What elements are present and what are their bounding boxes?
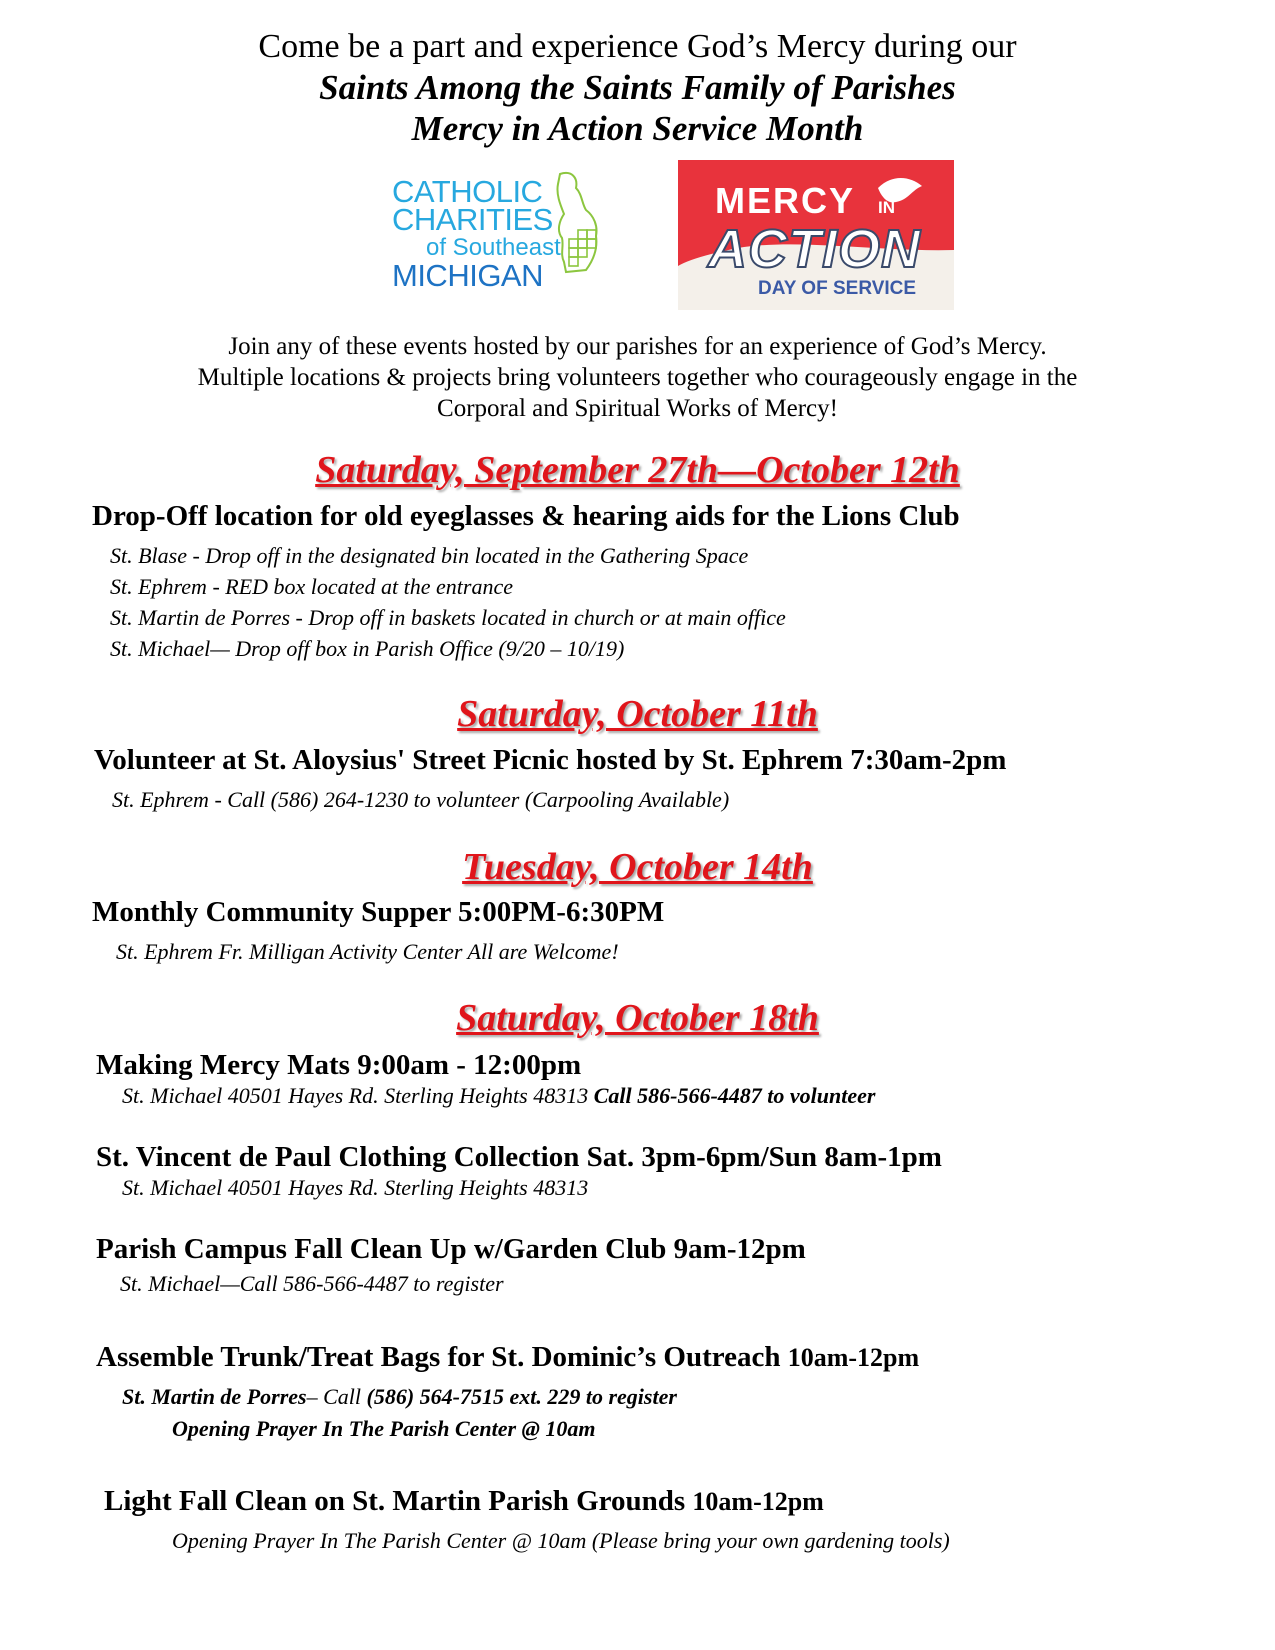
event-title: Making Mercy Mats 9:00am - 12:00pm — [96, 1049, 582, 1081]
cc-logo-word-2: CHARITIES — [392, 202, 553, 237]
date-heading: Saturday, September 27th—October 12th — [315, 449, 960, 491]
event-detail — [122, 1384, 677, 1410]
event-title-time: 10am-12pm — [692, 1487, 824, 1516]
event-detail: St. Michael—Call 586-566-4487 to register — [120, 1271, 504, 1296]
mercy-logo-action: ACTION — [708, 219, 921, 279]
family-of-parishes-line: Saints Among the Saints Family of Parishes — [319, 68, 956, 107]
date-heading: Saturday, October 11th — [457, 693, 818, 735]
event-detail: St. Ephrem Fr. Milligan Activity Center All are Welcome! — [116, 939, 619, 964]
mercy-in-action-logo — [678, 160, 954, 310]
mercy-logo-in: IN — [878, 198, 895, 217]
header — [0, 26, 1275, 149]
michigan-map-icon — [542, 170, 604, 285]
event-title-time: 10am-12pm — [787, 1343, 920, 1372]
invitation-line: Multiple locations & projects bring volunteers together who courageously engage in the — [197, 364, 1078, 391]
date-heading: Saturday, October 18th — [456, 997, 819, 1039]
event-detail-bold: St. Martin de Porres — [122, 1384, 307, 1409]
event-detail-text: – Call — [306, 1384, 367, 1409]
event-title-text: Assemble Trunk/Treat Bags for St. Dominic’s Outreach — [96, 1341, 788, 1373]
mercy-logo-word: MERCY — [715, 180, 856, 221]
invitation-paragraph — [0, 331, 1275, 424]
event-detail: St. Michael— Drop off box in Parish Office (9/20 – 10/19) — [110, 636, 625, 661]
cc-logo-word-1: CATHOLIC — [392, 174, 543, 209]
service-month-line: Mercy in Action Service Month — [411, 109, 864, 148]
mercy-logo-day-of-service: DAY OF SERVICE — [758, 278, 917, 299]
intro-line: Come be a part and experience God’s Mercy during our — [258, 28, 1017, 65]
event-detail: St. Martin de Porres - Drop off in baskets located in church or at main office — [110, 605, 786, 630]
event-detail — [122, 1083, 875, 1109]
event-title: Parish Campus Fall Clean Up w/Garden Club 9am-12pm — [96, 1233, 806, 1265]
event-detail: St. Michael 40501 Hayes Rd. Sterling Heights 48313 — [122, 1175, 589, 1200]
date-heading: Tuesday, October 14th — [462, 846, 813, 888]
event-detail: St. Ephrem - Call (586) 264-1230 to volunteer (Carpooling Available) — [112, 787, 730, 812]
event-title-text: Light Fall Clean on St. Martin Parish Grounds — [104, 1485, 693, 1517]
catholic-charities-logo — [392, 170, 602, 300]
event-detail-bold: Call 586-566-4487 to volunteer — [593, 1083, 876, 1108]
event-title: St. Vincent de Paul Clothing Collection Sat. 3pm-6pm/Sun 8am-1pm — [96, 1141, 942, 1173]
event-title: Volunteer at St. Aloysius' Street Picnic hosted by St. Ephrem 7:30am-2pm — [94, 744, 1007, 776]
event-detail: Opening Prayer In The Parish Center @ 10am — [172, 1416, 596, 1441]
invitation-line: Join any of these events hosted by our parishes for an experience of God’s Mercy. — [228, 333, 1047, 360]
event-title — [104, 1485, 824, 1518]
invitation-line: Corporal and Spiritual Works of Mercy! — [437, 395, 838, 422]
event-title — [96, 1341, 919, 1374]
event-detail: St. Blase - Drop off in the designated bin located in the Gathering Space — [110, 543, 749, 568]
event-detail-text: St. Michael 40501 Hayes Rd. Sterling Heights 48313 — [122, 1083, 594, 1108]
cc-logo-word-4: MICHIGAN — [392, 258, 543, 293]
event-detail: St. Ephrem - RED box located at the entrance — [110, 574, 514, 599]
event-detail-bold: (586) 564-7515 ext. 229 to register — [366, 1384, 677, 1409]
event-title: Drop-Off location for old eyeglasses & hearing aids for the Lions Club — [92, 500, 960, 532]
event-detail: Opening Prayer In The Parish Center @ 10am (Please bring your own gardening tools) — [172, 1528, 950, 1553]
event-title: Monthly Community Supper 5:00PM-6:30PM — [92, 896, 665, 928]
cc-logo-word-3: of Southeast — [426, 234, 561, 261]
